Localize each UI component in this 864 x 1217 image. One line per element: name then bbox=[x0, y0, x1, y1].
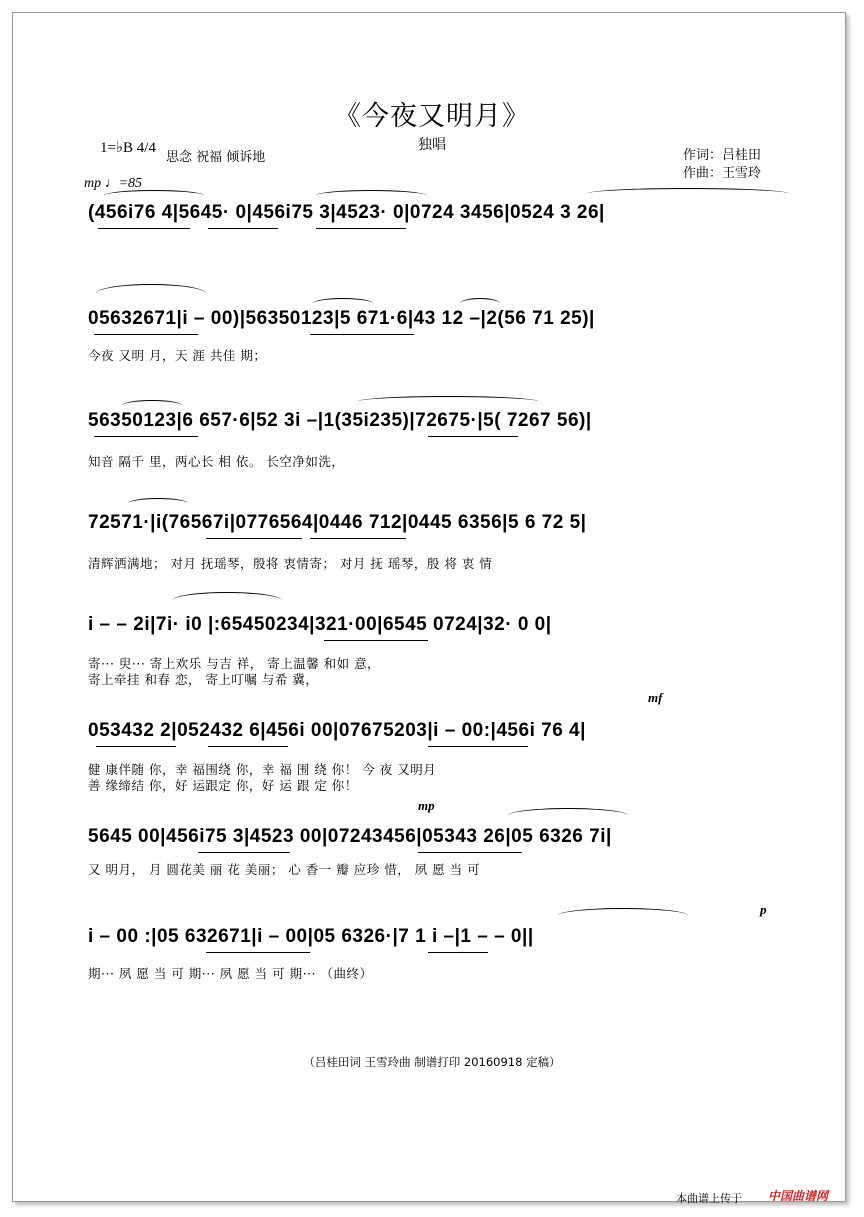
notation-line: 053432 2|052432 6|456i 00|07675203|i – 00:|456i 76 4| bbox=[88, 720, 586, 741]
lyric-line-1: 寄··· 臾··· 寄上欢乐 与吉 祥， 寄上温馨 和如 意， bbox=[88, 656, 381, 671]
lyric-line-1: 健 康伴随 你，幸 福围绕 你，幸 福 围 绕 你！ 今 夜 又明月 bbox=[88, 762, 437, 777]
expression-mark: 思念 祝福 倾诉地 bbox=[166, 150, 266, 165]
lyric-line-2: 寄上牵挂 和春 恋， 寄上叮嘱 与希 冀， bbox=[88, 672, 319, 687]
notation-line: 72571·|i(76567i|0776564|0446 712|0445 6356|5 6 72 5| bbox=[88, 512, 587, 533]
lyric-line-1: 清辉洒满地； 对月 抚瑶琴，殷将 衷情寄； 对月 抚 瑶琴，殷 将 衷 情 bbox=[88, 556, 493, 571]
notation-line: 05632671|i – 00)|56350123|5 671·6|43 12 –|2(56 71 25)| bbox=[88, 308, 595, 329]
footer-note: （吕桂田词 王雪玲曲 制谱打印 20160918 定稿） bbox=[303, 1055, 561, 1069]
notation-line: 5645 00|456i75 3|4523 00|07243456|05343 26|05 6326 7i| bbox=[88, 826, 612, 847]
dynamic-mf: mf bbox=[648, 690, 663, 705]
lyric-line-1: 知音 隔千 里，两心长 相 依。 长空净如洗， bbox=[88, 454, 345, 469]
lyric-line-1: 又 明月， 月 圆花美 丽 花 美丽； 心 香一 瓣 应珍 惜， 夙 愿 当 可 bbox=[88, 862, 481, 877]
subtitle: 独唱 bbox=[418, 137, 446, 153]
dynamic-mp: mp bbox=[418, 798, 435, 813]
site-logo[interactable]: 中国曲谱网 bbox=[768, 1189, 829, 1203]
notation-line: 56350123|6 657·6|52 3i –|1(35i235)|72675·|5( 7267 56)| bbox=[88, 410, 592, 431]
lyric-line-1: 今夜 又明 月，天 涯 共佳 期； bbox=[88, 348, 267, 363]
notation-line: (456i76 4|5645· 0|456i75 3|4523· 0|0724 3456|0524 3 26| bbox=[88, 202, 605, 223]
dynamic-p: p bbox=[760, 902, 767, 917]
notation-line: i – 00 :|05 632671|i – 00|05 6326·|7 1 i –|1 – – 0|| bbox=[88, 926, 534, 947]
lyricist-credit: 作词：吕桂田 bbox=[683, 148, 762, 163]
key-signature: 1=♭B 4/4 bbox=[100, 140, 156, 156]
composer-credit: 作曲：王雪玲 bbox=[683, 166, 762, 181]
page-title: 《今夜又明月》 bbox=[334, 101, 530, 132]
tempo-mark: mp ♩=85 bbox=[84, 176, 143, 191]
lyric-line-2: 善 缘缔结 你，好 运跟定 你，好 运 跟 定 你！ bbox=[88, 778, 358, 793]
lyric-line-1: 期··· 夙 愿 当 可 期··· 夙 愿 当 可 期··· （曲终） bbox=[88, 966, 373, 981]
notation-line: i – – 2i|7i· i0 |:65450234|321·00|6545 0724|32· 0 0| bbox=[88, 614, 552, 635]
upload-text: 本曲谱上传于 bbox=[676, 1192, 742, 1205]
